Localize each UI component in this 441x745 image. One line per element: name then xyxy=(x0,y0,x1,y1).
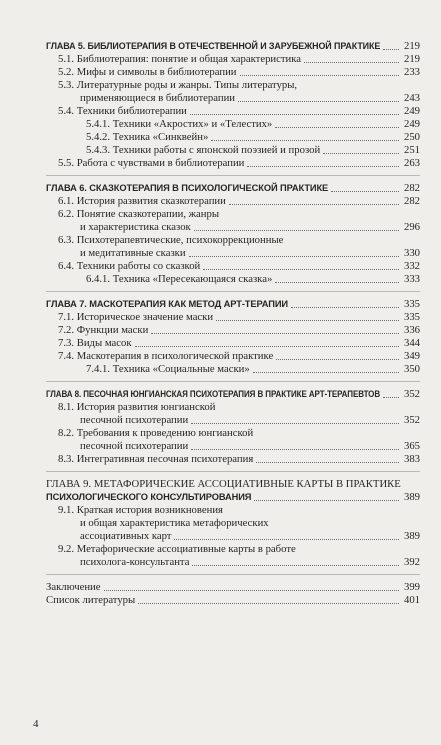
dot-leader xyxy=(192,564,399,566)
section-entry[interactable] xyxy=(46,92,420,105)
entry-label: 5.1. Библиотерапия: понятие и общая характеристика xyxy=(58,53,302,65)
entry-label: ГЛАВА 5. БИБЛИОТЕРАПИЯ В ОТЕЧЕСТВЕННОЙ И ЗАРУБЕЖНОЙ ПРАКТИКЕ xyxy=(46,41,381,51)
entry-label: 5.5. Работа с чувствами в библиотерапии xyxy=(58,157,245,169)
dot-leader xyxy=(323,152,399,154)
entry-title-line: 9.2. Метафорические ассоциативные карты в работе xyxy=(58,543,296,555)
subsection-entry[interactable] xyxy=(46,131,420,144)
entry-label: 5.4.1. Техники «Акростих» и «Телестих» xyxy=(86,118,273,130)
section-entry[interactable] xyxy=(46,195,420,208)
section-entry[interactable] xyxy=(46,247,420,260)
section-entry[interactable] xyxy=(46,414,420,427)
page-ref: 251 xyxy=(403,144,420,156)
page-ref: 249 xyxy=(403,118,420,130)
entry-label: песочной психотерапии xyxy=(80,440,189,452)
chapter-heading[interactable] xyxy=(46,388,420,401)
entry-label: песочной психотерапии xyxy=(80,414,189,426)
entry-label: ГЛАВА 8. ПЕСОЧНАЯ ЮНГИАНСКАЯ ПСИХОТЕРАПИЯ В ПРАКТИКЕ АРТ-ТЕРАПЕВТОВ xyxy=(46,389,381,399)
chapter-block xyxy=(46,298,420,376)
page-ref: 332 xyxy=(403,260,420,272)
page-ref: 250 xyxy=(403,131,420,143)
dot-leader xyxy=(104,589,399,591)
entry-label: 7.2. Функции маски xyxy=(58,324,149,336)
page-ref: 263 xyxy=(403,157,420,169)
page-number: 4 xyxy=(33,718,39,730)
chapter-heading[interactable] xyxy=(46,182,420,195)
section-divider xyxy=(46,471,420,472)
page-ref: 282 xyxy=(403,195,420,207)
entry-label: 8.3. Интегративная песочная психотерапия xyxy=(58,453,254,465)
dot-leader xyxy=(253,371,399,373)
dot-leader xyxy=(291,306,399,308)
dot-leader xyxy=(211,139,399,141)
chapter-block xyxy=(46,388,420,466)
entry-label: Заключение xyxy=(46,581,101,593)
dot-leader xyxy=(190,113,399,115)
page-ref: 383 xyxy=(403,453,420,465)
page-ref: 352 xyxy=(403,414,420,426)
entry-title-line: 6.3. Психотерапевтические, психокоррекционные xyxy=(58,234,284,246)
section-entry[interactable] xyxy=(46,440,420,453)
dot-leader xyxy=(275,126,399,128)
page-ref: 336 xyxy=(403,324,420,336)
entry-label: 5.4. Техники библиотерапии xyxy=(58,105,187,117)
entry-title-line: 5.3. Литературные роды и жанры. Типы литературы, xyxy=(58,79,298,91)
entry-label: и характеристика сказок xyxy=(80,221,191,233)
chapter-block xyxy=(46,40,420,170)
section-entry[interactable] xyxy=(46,157,420,170)
dot-leader xyxy=(194,229,399,231)
entry-label: ПСИХОЛОГИЧЕСКОГО КОНСУЛЬТИРОВАНИЯ xyxy=(46,492,252,502)
entry-label: ассоциативных карт xyxy=(80,530,172,542)
page-ref: 330 xyxy=(403,247,420,259)
section-entry[interactable] xyxy=(46,337,420,350)
section-entry[interactable] xyxy=(46,350,420,363)
entry-title-line: и общая характеристика метафорических xyxy=(80,517,269,529)
dot-leader xyxy=(203,268,399,270)
section-entry[interactable] xyxy=(46,221,420,234)
section-entry[interactable] xyxy=(46,311,420,324)
page-ref: 335 xyxy=(403,311,420,323)
chapter-block xyxy=(46,478,420,569)
entry-label: 5.4.2. Техника «Синквейн» xyxy=(86,131,209,143)
dot-leader xyxy=(331,190,399,192)
chapter-title: ГЛАВА 9. МЕТАФОРИЧЕСКИЕ АССОЦИАТИВНЫЕ КАРТЫ В ПРАКТИКЕ xyxy=(46,478,401,490)
page-ref: 335 xyxy=(403,298,420,310)
page-ref: 296 xyxy=(403,221,420,233)
entry-title-line: 8.1. История развития юнгианской xyxy=(58,401,216,413)
chapter-heading[interactable] xyxy=(46,298,420,311)
page-ref: 350 xyxy=(403,363,420,375)
section-entry[interactable] xyxy=(46,260,420,273)
entry-label: применяющиеся в библиотерапии xyxy=(80,92,236,104)
section-divider xyxy=(46,291,420,292)
page-ref: 249 xyxy=(403,105,420,117)
page-ref: 352 xyxy=(403,388,420,400)
dot-leader xyxy=(383,48,399,50)
page-ref: 282 xyxy=(403,182,420,194)
page-ref: 233 xyxy=(403,66,420,78)
entry-label: 5.4.3. Техники работы с японской поэзией и прозой xyxy=(86,144,321,156)
section-entry[interactable] xyxy=(46,453,420,466)
dot-leader xyxy=(189,255,399,257)
table-of-contents xyxy=(46,40,420,607)
dot-leader xyxy=(151,332,399,334)
subsection-entry[interactable] xyxy=(46,273,420,286)
entry-label: 7.3. Виды масок xyxy=(58,337,132,349)
dot-leader xyxy=(276,358,399,360)
dot-leader xyxy=(275,281,399,283)
entry-label: 6.4.1. Техника «Пересекающаяся сказка» xyxy=(86,273,273,285)
dot-leader xyxy=(191,448,399,450)
page-ref: 401 xyxy=(403,594,420,606)
dot-leader xyxy=(254,499,399,501)
dot-leader xyxy=(238,100,399,102)
subsection-entry[interactable] xyxy=(46,118,420,131)
chapter-block xyxy=(46,182,420,286)
section-entry[interactable] xyxy=(46,530,420,543)
section-entry[interactable] xyxy=(46,66,420,79)
section-divider xyxy=(46,175,420,176)
entry-label: Список литературы xyxy=(46,594,136,606)
page-ref: 365 xyxy=(403,440,420,452)
page-ref: 219 xyxy=(403,53,420,65)
entry-label: и медитативные сказки xyxy=(80,247,186,259)
page-ref: 349 xyxy=(403,350,420,362)
entry-label: 6.1. История развития сказкотерапии xyxy=(58,195,226,207)
dot-leader xyxy=(191,422,399,424)
page-ref: 389 xyxy=(403,530,420,542)
section-entry[interactable] xyxy=(46,105,420,118)
subsection-entry[interactable] xyxy=(46,363,420,376)
page-ref: 399 xyxy=(403,581,420,593)
dot-leader xyxy=(383,396,399,398)
section-entry[interactable] xyxy=(46,556,420,569)
chapter-heading[interactable] xyxy=(46,40,420,53)
entry-label: ГЛАВА 6. СКАЗКОТЕРАПИЯ В ПСИХОЛОГИЧЕСКОЙ ПРАКТИКЕ xyxy=(46,183,329,193)
section-entry[interactable] xyxy=(46,53,420,66)
section-divider xyxy=(46,381,420,382)
dot-leader xyxy=(247,165,399,167)
dot-leader xyxy=(174,538,399,540)
chapter-heading[interactable] xyxy=(46,491,420,504)
page-ref: 333 xyxy=(403,273,420,285)
page-ref: 243 xyxy=(403,92,420,104)
subsection-entry[interactable] xyxy=(46,144,420,157)
page-ref: 389 xyxy=(403,491,420,503)
page-ref: 392 xyxy=(403,556,420,568)
page-ref: 344 xyxy=(403,337,420,349)
entry-title-line: 8.2. Требования к проведению юнгианской xyxy=(58,427,254,439)
section-entry[interactable] xyxy=(46,324,420,337)
dot-leader xyxy=(256,461,399,463)
entry-label: 5.2. Мифы и символы в библиотерапии xyxy=(58,66,237,78)
back-matter-entry[interactable] xyxy=(46,594,420,607)
dot-leader xyxy=(216,319,399,321)
entry-label: ГЛАВА 7. МАСКОТЕРАПИЯ КАК МЕТОД АРТ-ТЕРАПИИ xyxy=(46,299,289,309)
entry-label: психолога-консультанта xyxy=(80,556,190,568)
entry-title-line: 6.2. Понятие сказкотерапии, жанры xyxy=(58,208,220,220)
entry-label: 7.4.1. Техника «Социальные маски» xyxy=(86,363,250,375)
dot-leader xyxy=(240,74,399,76)
entry-title-line: 9.1. Краткая история возникновения xyxy=(58,504,223,516)
back-matter-entry[interactable] xyxy=(46,581,420,594)
entry-label: 7.1. Историческое значение маски xyxy=(58,311,214,323)
dot-leader xyxy=(135,345,399,347)
dot-leader xyxy=(229,203,399,205)
section-divider xyxy=(46,574,420,575)
entry-label: 7.4. Маскотерапия в психологической практике xyxy=(58,350,274,362)
entry-label: 6.4. Техники работы со сказкой xyxy=(58,260,201,272)
dot-leader xyxy=(304,61,399,63)
page-ref: 219 xyxy=(403,40,420,52)
dot-leader xyxy=(138,602,399,604)
